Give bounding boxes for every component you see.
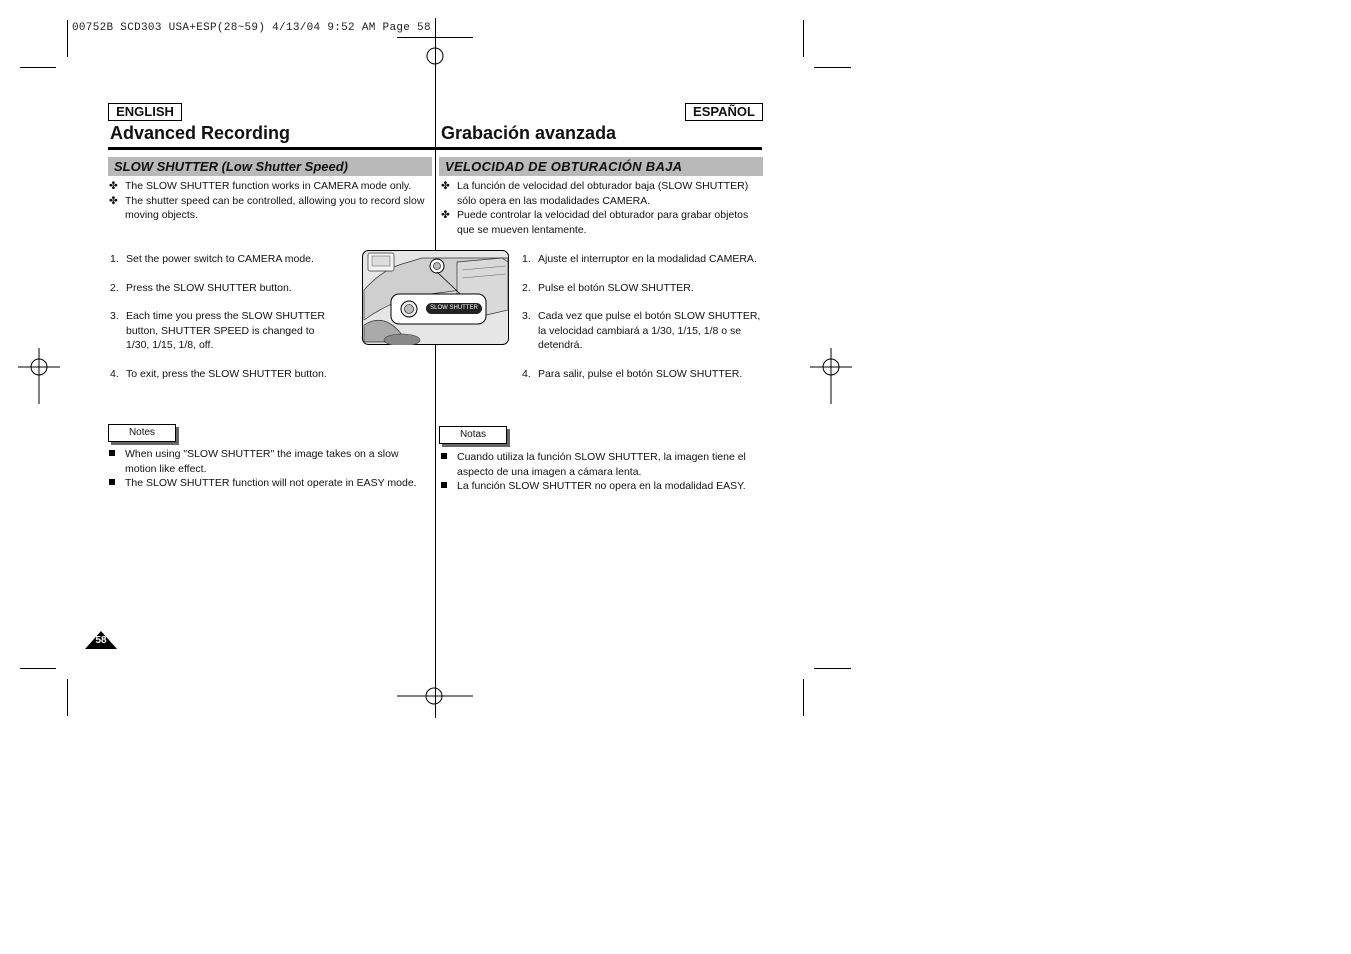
notes-label-english: Notes: [108, 424, 176, 442]
list-item: When using "SLOW SHUTTER" the image takes on a slow motion like effect.: [109, 447, 431, 476]
crop-mark: [20, 67, 56, 68]
intro-bullets-english: [109, 179, 429, 223]
crop-mark: [67, 679, 68, 716]
page-title-english: Advanced Recording: [110, 123, 291, 143]
section-heading-english: SLOW SHUTTER (Low Shutter Speed): [108, 157, 432, 176]
square-bullet-icon: [109, 450, 115, 456]
list-item: 3. Cada vez que pulse el botón SLOW SHUTTER, la velocidad cambiará a 1/30, 1/15, 1/8 o se detendrá.: [522, 310, 761, 351]
list-item: Cuando utiliza la función SLOW SHUTTER, la imagen tiene el aspecto de una imagen a cámara lenta.: [441, 450, 763, 479]
crop-mark: [814, 67, 851, 68]
camcorder-illustration: [362, 250, 509, 345]
list-item: 3. Each time you press the SLOW SHUTTER button, SHUTTER SPEED is changed to 1/30, 1/15, 1/8, off.: [110, 310, 325, 351]
notes-list-english: [109, 447, 431, 491]
crop-mark: [67, 20, 68, 57]
slow-shutter-callout: SLOW SHUTTER: [430, 305, 478, 311]
step-list-english: [110, 252, 340, 381]
square-bullet-icon: [441, 453, 447, 459]
crop-mark: [20, 668, 56, 669]
square-bullet-icon: [109, 479, 115, 485]
list-item: 2. Pulse el botón SLOW SHUTTER.: [522, 281, 694, 294]
list-item: ✤ The SLOW SHUTTER function works in CAMERA mode only.: [109, 180, 412, 192]
title-rule: [108, 147, 762, 150]
section-heading-spanish: VELOCIDAD DE OBTURACIÓN BAJA: [439, 157, 763, 176]
notes-list-spanish: [441, 450, 763, 494]
crop-mark: [814, 668, 851, 669]
spanish-label: ESPAÑOL: [685, 103, 763, 121]
list-item: The SLOW SHUTTER function will not operate in EASY mode.: [109, 476, 431, 491]
square-bullet-icon: [441, 482, 447, 488]
crop-mark: [803, 679, 804, 716]
list-item: ✤ Puede controlar la velocidad del obturador para grabar objetos que se mueven lentamente.: [441, 209, 749, 236]
list-item: 1. Ajuste el interruptor en la modalidad CAMERA.: [522, 253, 757, 265]
list-item: 4. To exit, press the SLOW SHUTTER button.: [110, 367, 327, 380]
english-label: ENGLISH: [108, 103, 182, 121]
page-divider: [435, 18, 436, 718]
page-number: 58: [95, 635, 107, 646]
crop-mark: [803, 20, 804, 57]
step-list-spanish: [522, 252, 762, 381]
intro-bullets-spanish: [441, 179, 763, 237]
list-item: 1. Set the power switch to CAMERA mode.: [110, 253, 314, 265]
list-item: 2. Press the SLOW SHUTTER button.: [110, 281, 292, 294]
registration-mark-left: [18, 348, 60, 404]
list-item: 4. Para salir, pulse el botón SLOW SHUTTER.: [522, 367, 743, 380]
list-item: ✤ La función de velocidad del obturador baja (SLOW SHUTTER) sólo opera en las modalidades CAMERA.: [441, 180, 749, 207]
page-title-spanish: Grabación avanzada: [441, 123, 617, 143]
notes-label-spanish: Notas: [439, 426, 507, 444]
print-header: 00752B SCD303 USA+ESP(28~59) 4/13/04 9:52 AM Page 58: [72, 22, 431, 34]
list-item: ✤ The shutter speed can be controlled, allowing you to record slow moving objects.: [109, 194, 425, 221]
list-item: La función SLOW SHUTTER no opera en la modalidad EASY.: [441, 479, 763, 494]
registration-mark-right: [810, 348, 852, 404]
